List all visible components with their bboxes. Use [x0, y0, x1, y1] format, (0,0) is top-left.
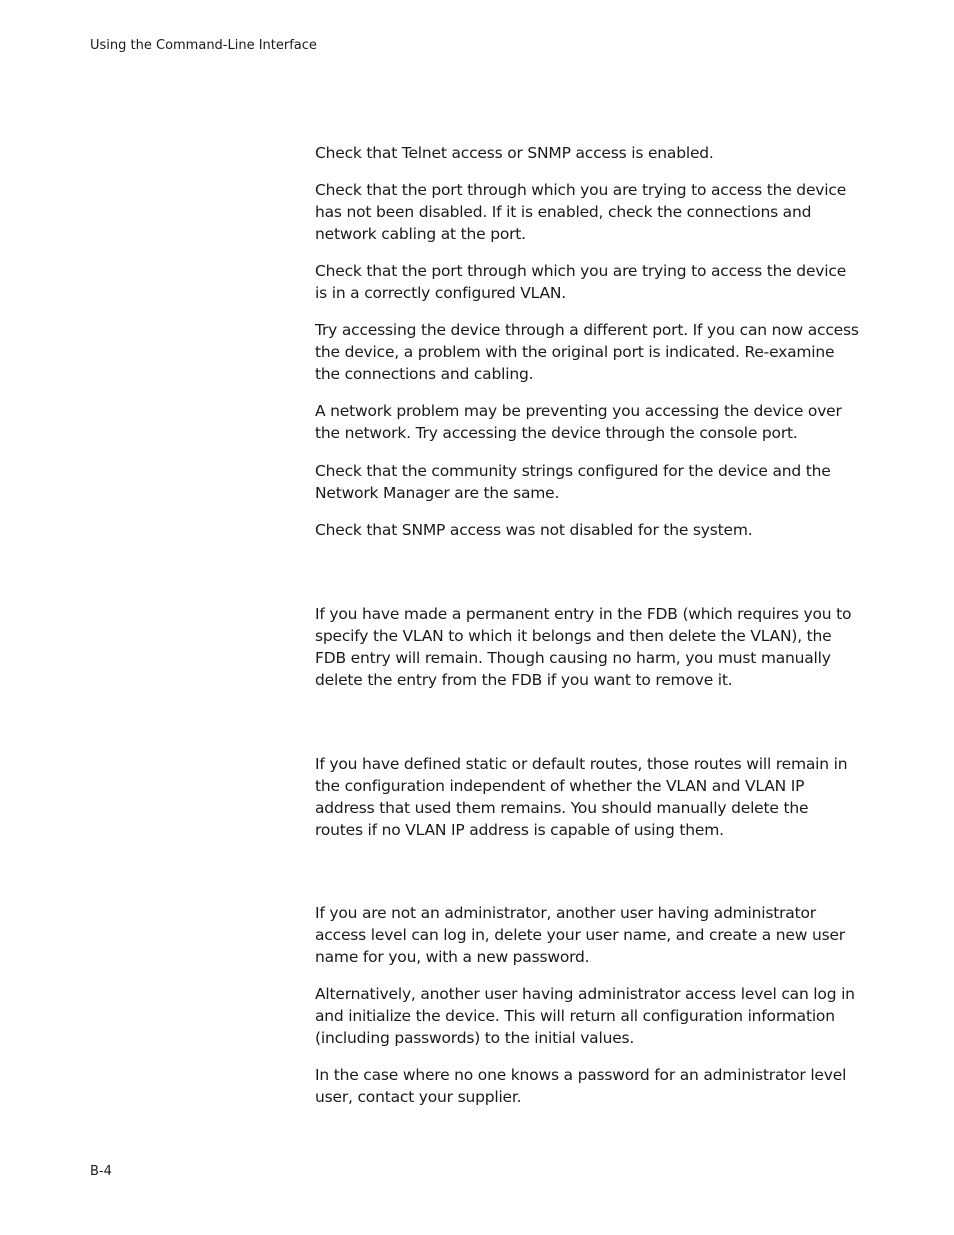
paragraph: If you are not an administrator, another user having administrator access level can log in, delete your user name, and create a new user name for you, with a new password.	[315, 904, 845, 966]
paragraph: Check that SNMP access was not disabled for the system.	[315, 521, 753, 539]
running-header: Using the Command-Line Interface	[90, 38, 317, 53]
paragraph: Check that Telnet access or SNMP access is enabled.	[315, 144, 714, 162]
paragraph: Check that the port through which you are trying to access the device has not been disabled. If it is enabled, check the connections and network cabling at the port.	[315, 181, 847, 243]
paragraph: Try accessing the device through a different port. If you can now access the device, a problem with the original port is indicated. Re-examine the connections and cabling.	[315, 321, 859, 383]
paragraph: In the case where no one knows a password for an administrator level user, contact your supplier.	[315, 1066, 847, 1106]
paragraph: Check that the community strings configured for the device and the Network Manager are the same.	[315, 462, 831, 502]
paragraph: Alternatively, another user having administrator access level can log in and initialize the device. This will return all configuration information (including passwords) to the initial values.	[315, 985, 855, 1047]
page-number: B-4	[90, 1164, 112, 1179]
paragraph: A network problem may be preventing you accessing the device over the network. Try accessing the device through the console port.	[315, 402, 842, 442]
paragraph: If you have made a permanent entry in the FDB (which requires you to specify the VLAN to which it belongs and then delete the VLAN), the FDB entry will remain. Though causing no harm, you must manually delete the entry from the FDB if you want to remove it.	[315, 605, 852, 689]
paragraph: If you have defined static or default routes, those routes will remain in the configuration independent of whether the VLAN and VLAN IP address that used them remains. You should manually delete the routes if no VLAN IP address is capable of using them.	[315, 755, 848, 839]
paragraph: Check that the port through which you are trying to access the device is in a correctly configured VLAN.	[315, 262, 847, 302]
